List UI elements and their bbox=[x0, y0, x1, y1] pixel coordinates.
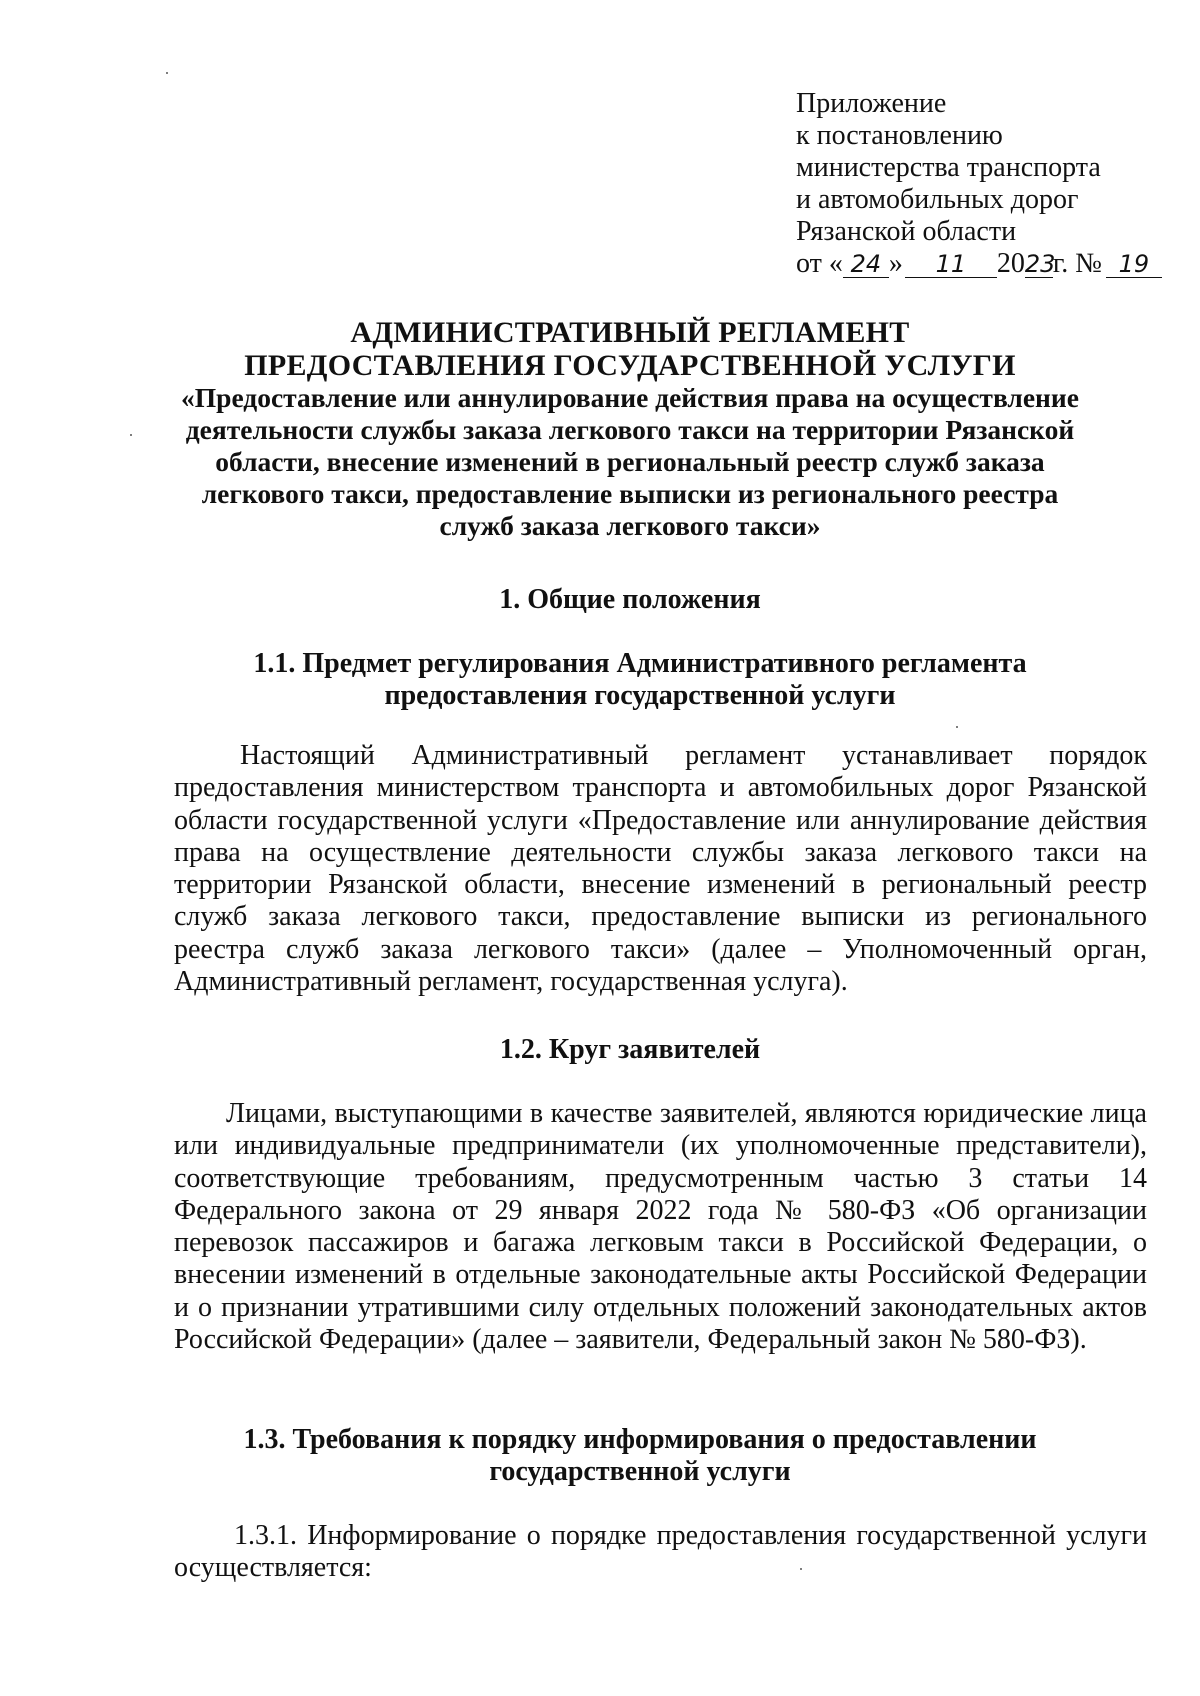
date-suffix: г. № bbox=[1052, 248, 1102, 279]
section-1-heading: 1. Общие положения bbox=[499, 584, 761, 615]
section-1-3-1-text-content: 1.3.1. Информирование о порядке предоставления государственной услуги осуществляется: bbox=[174, 1520, 1147, 1584]
appendix-line: к постановлению bbox=[796, 120, 1003, 151]
appendix-line: и автомобильных дорог bbox=[796, 184, 1079, 215]
scan-speck bbox=[800, 1568, 802, 1570]
date-day-handwritten: 24 bbox=[843, 251, 889, 278]
section-1-3-heading: 1.3. Требования к порядку информирования о предоставлении государственной услуги bbox=[243, 1424, 1037, 1487]
section-1-2-text bbox=[174, 1098, 1147, 1356]
title-line-2: ПРЕДОСТАВЛЕНИЯ ГОСУДАРСТВЕННОЙ УСЛУГИ bbox=[244, 349, 1016, 382]
appendix-date-line bbox=[796, 248, 1176, 280]
section-1-2-text-content: Лицами, выступающими в качестве заявителей, являются юридические лица или индивидуальные предприниматели (их уполномоченные представители), соответствующие требованиям, предусмотренным частью 3 статьи 14 Федерального закона от 29 января 2022 года № 580-ФЗ «Об организации перевозок пассажиров и багажа легковым такси в Российской Федерации, о внесении изменений в отдельные законодательные акты Российской Федерации и о признании утратившими силу отдельных положений законодательных актов Российской Федерации» (далее – заявители, Федеральный закон № 580-ФЗ). bbox=[174, 1098, 1147, 1356]
date-year-prefix: 20 bbox=[996, 248, 1025, 279]
scan-speck bbox=[166, 72, 168, 74]
appendix-block bbox=[796, 88, 1176, 280]
section-1-1-text bbox=[174, 740, 1147, 998]
appendix-line: Приложение bbox=[796, 88, 947, 119]
scan-speck bbox=[130, 434, 132, 436]
title-service-name: «Предоставление или аннулирование действия права на осуществление деятельности службы заказа легкового такси на территории Рязанской области, внесение изменений в региональный реестр служб заказа легкового такси, предоставление выписки из регионального реестра служб заказа легкового такси» bbox=[181, 382, 1079, 541]
section-1-1-text-content: Настоящий Административный регламент устанавливает порядок предоставления министерством транспорта и автомобильных дорог Рязанской области государственной услуги «Предоставление или аннулирование действия права на осуществление деятельности службы заказа легкового такси на территории Рязанской области, внесение изменений в региональный реестр служб заказа легкового такси, предоставление выписки из регионального реестра служб заказа легкового такси» (далее – Уполномоченный орган, Административный регламент, государственная услуга). bbox=[174, 740, 1147, 998]
date-year-handwritten: 23 bbox=[1024, 250, 1056, 278]
appendix-line: министерства транспорта bbox=[796, 152, 1101, 183]
document-number-handwritten: 19 bbox=[1106, 251, 1162, 278]
title-line-1: АДМИНИСТРАТИВНЫЙ РЕГЛАМЕНТ bbox=[350, 316, 910, 349]
document-title bbox=[170, 316, 1090, 542]
section-1-3-1-text bbox=[174, 1520, 1147, 1585]
section-1-2-heading: 1.2. Круг заявителей bbox=[499, 1034, 761, 1065]
section-1-1-heading: 1.1. Предмет регулирования Административного регламента предоставления государственной услуги bbox=[253, 648, 1027, 711]
date-prefix: от « bbox=[796, 248, 843, 279]
date-mid: » bbox=[888, 248, 903, 279]
scan-speck bbox=[956, 726, 958, 728]
appendix-line: Рязанской области bbox=[796, 216, 1017, 247]
date-month-handwritten: 11 bbox=[905, 251, 997, 278]
